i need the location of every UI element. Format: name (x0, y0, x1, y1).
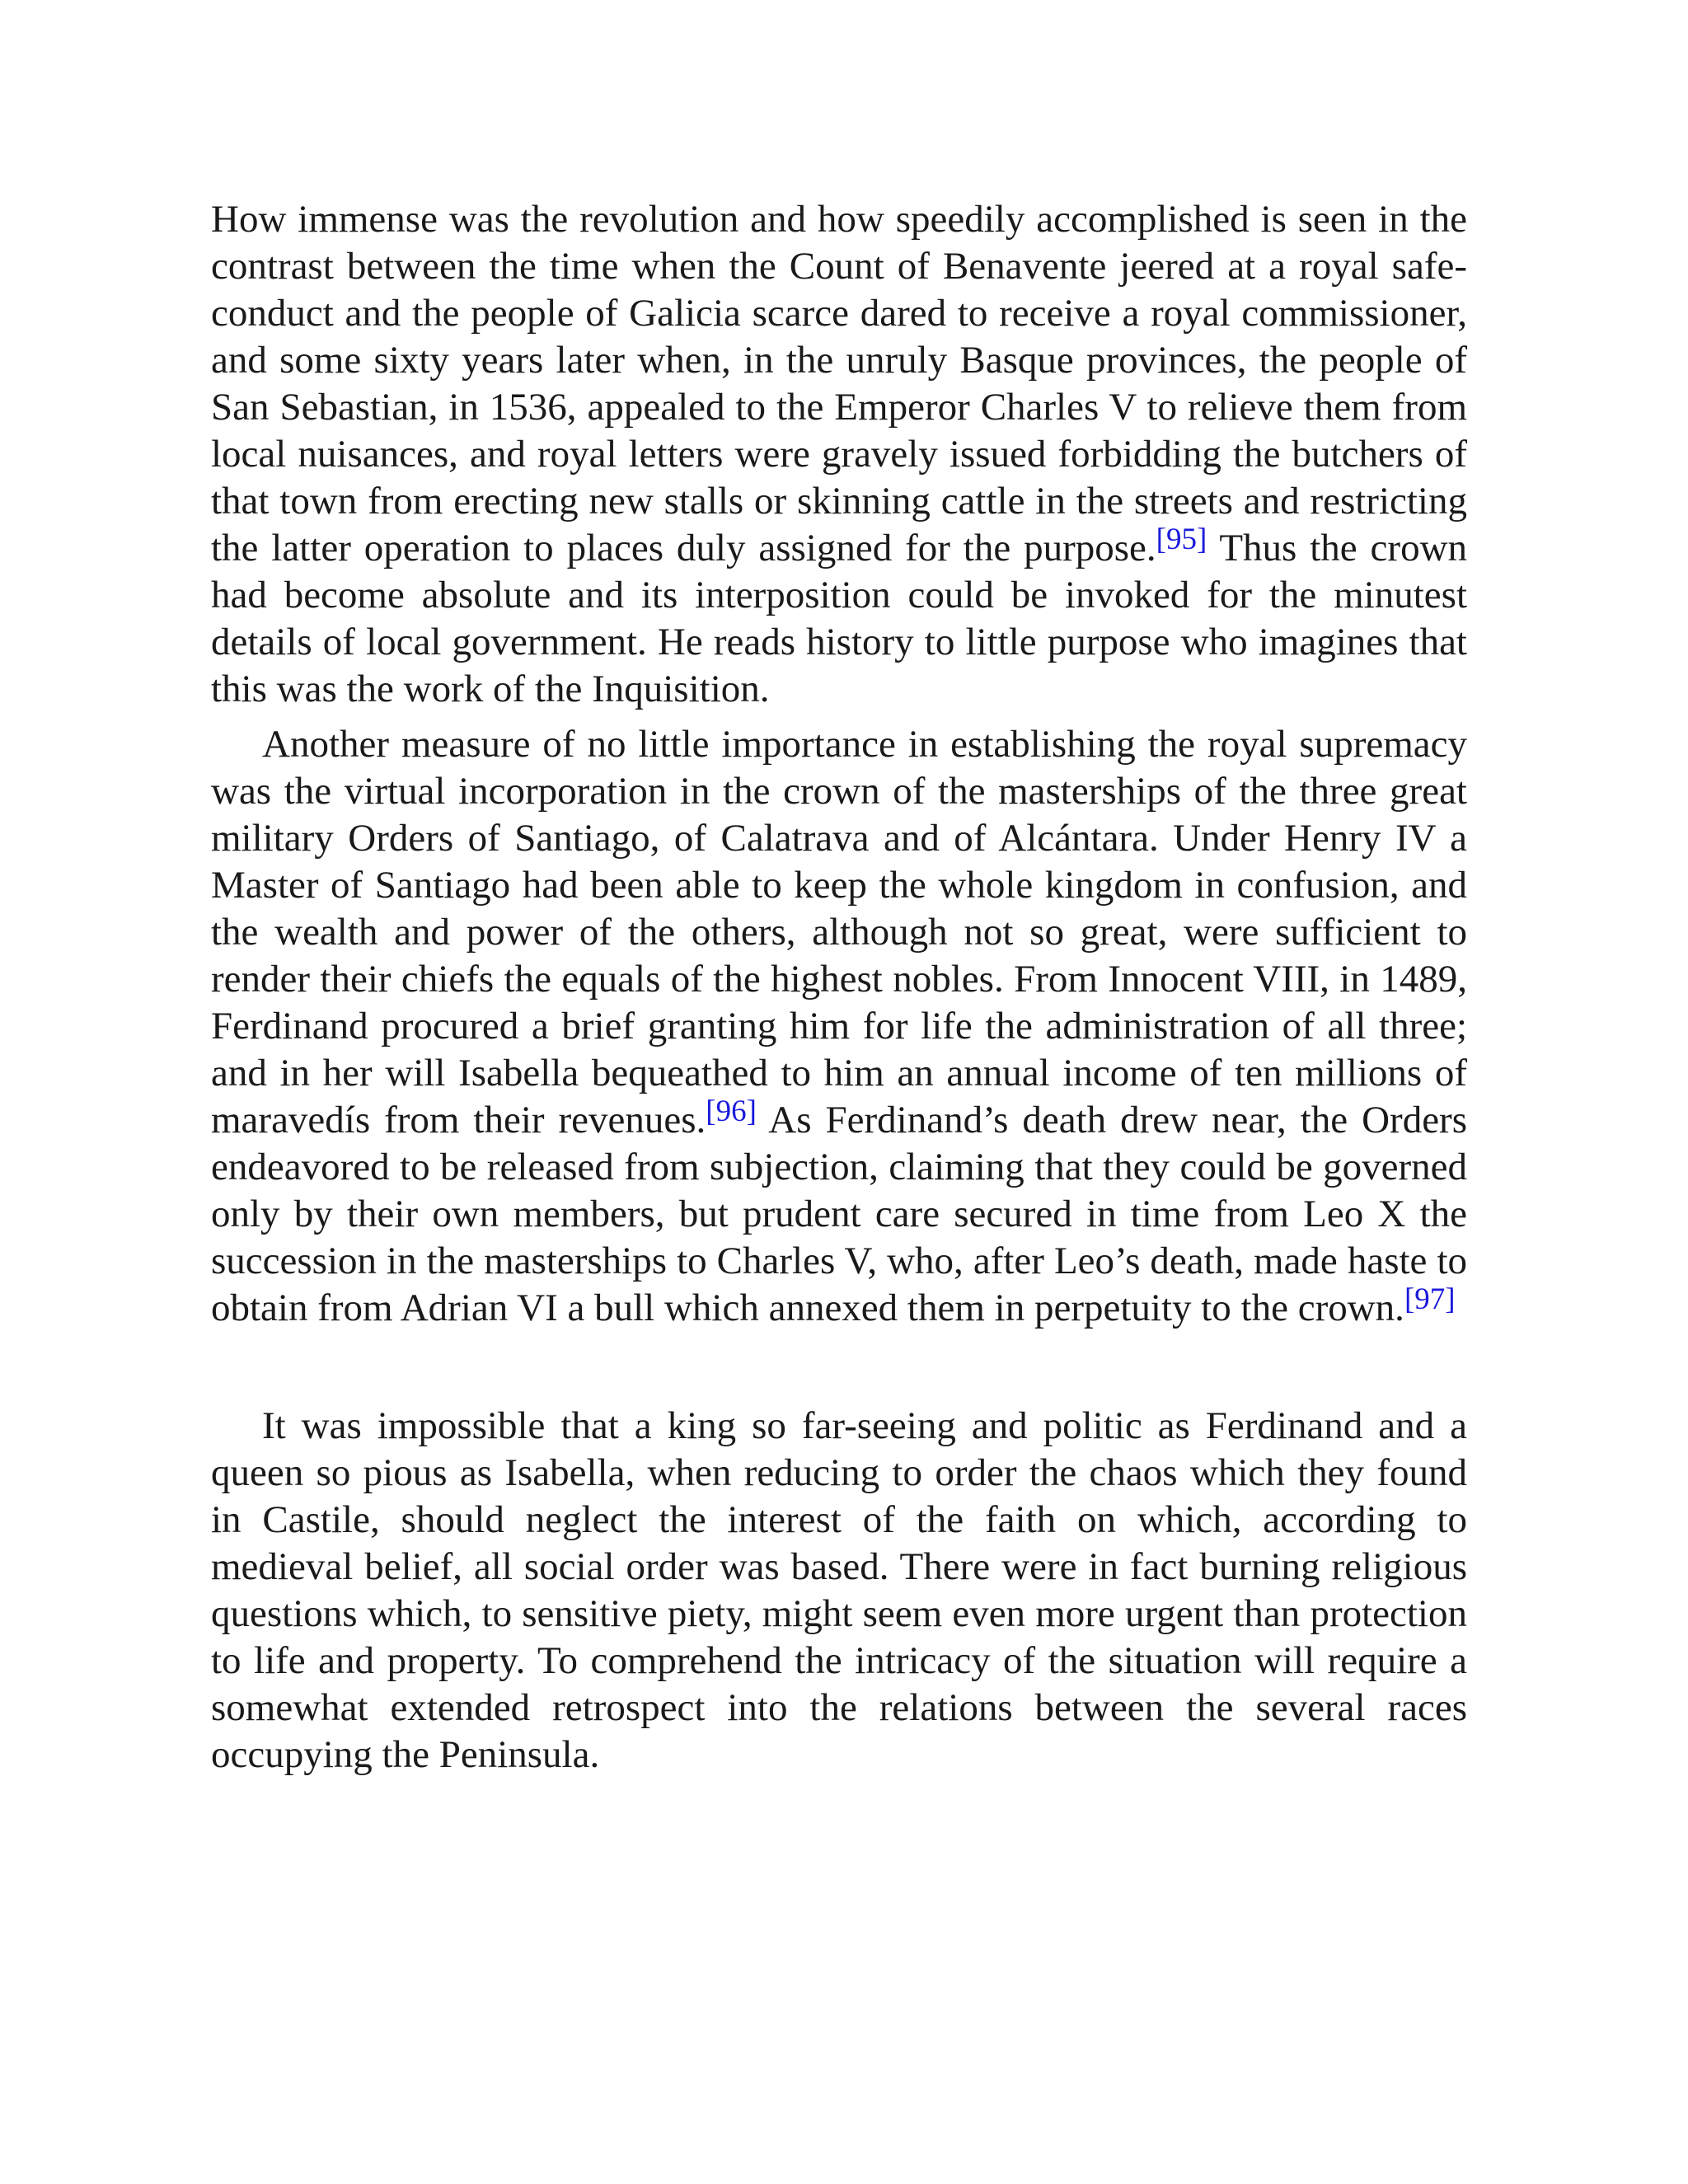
paragraph-2 (211, 721, 1467, 1332)
footnote-link-96[interactable]: [96] (706, 1094, 757, 1128)
paragraph-3 (211, 1403, 1467, 1779)
paragraph-2-text-b: As Ferdinand’s death drew near, the Orders endeavored to be released from subjection, claiming that they could be governed only by their own members, but prudent care secured in time from Leo X the succession in the masterships to Charles V, who, after Leo’s death, made haste to obtain from Adrian VI a bull which annexed them in perpetuity to the crown. (211, 1099, 1467, 1329)
paragraph-3-text: It was impossible that a king so far-seeing and politic as Ferdinand and a queen so pious as Isabella, when reducing to order the chaos which they found in Castile, should neglect the interest of the faith on which, according to medieval belief, all social order was based. There were in fact burning religious questions which, to sensitive piety, might seem even more urgent than protection to life and property. To comprehend the intricacy of the situation will require a somewhat extended retrospect into the relations between the several races occupying the Peninsula. (211, 1404, 1467, 1776)
paragraph-1-text-b: Thus the crown had become absolute and its interposition could be invoked for the minutest details of local government. He reads history to little purpose who imagines that this was the work of the Inquisition. (211, 527, 1468, 710)
paragraph-1-text-a: How immense was the revolution and how speedily accomplished is seen in the contrast between the time when the Count of Benavente jeered at a royal safe-conduct and the people of Galicia scarce dared to receive a royal commissioner, and some sixty years later when, in the unruly Basque provinces, the people of San Sebastian, in 1536, appealed to the Emperor Charles V to relieve them from local nuisances, and royal letters were gravely issued forbidding the butchers of that town from erecting new stalls or skinning cattle in the streets and restricting the latter operation to places duly assigned for the purpose. (211, 198, 1467, 569)
footnote-link-97[interactable]: [97] (1404, 1282, 1456, 1316)
document-page (211, 196, 1467, 1779)
footnote-link-95[interactable]: [95] (1156, 523, 1207, 556)
paragraph-1 (211, 196, 1467, 713)
paragraph-2-text-a: Another measure of no little importance in establishing the royal supremacy was the virtual incorporation in the crown of the masterships of the three great military Orders of Santiago, of Calatrava and of Alcántara. Under Henry IV a Master of Santiago had been able to keep the whole kingdom in confusion, and the wealth and power of the others, although not so great, were sufficient to render their chiefs the equals of the highest nobles. From Innocent VIII, in 1489, Ferdinand procured a brief granting him for life the administration of all three; and in her will Isabella bequeathed to him an annual income of ten millions of maravedís from their revenues. (211, 723, 1467, 1141)
